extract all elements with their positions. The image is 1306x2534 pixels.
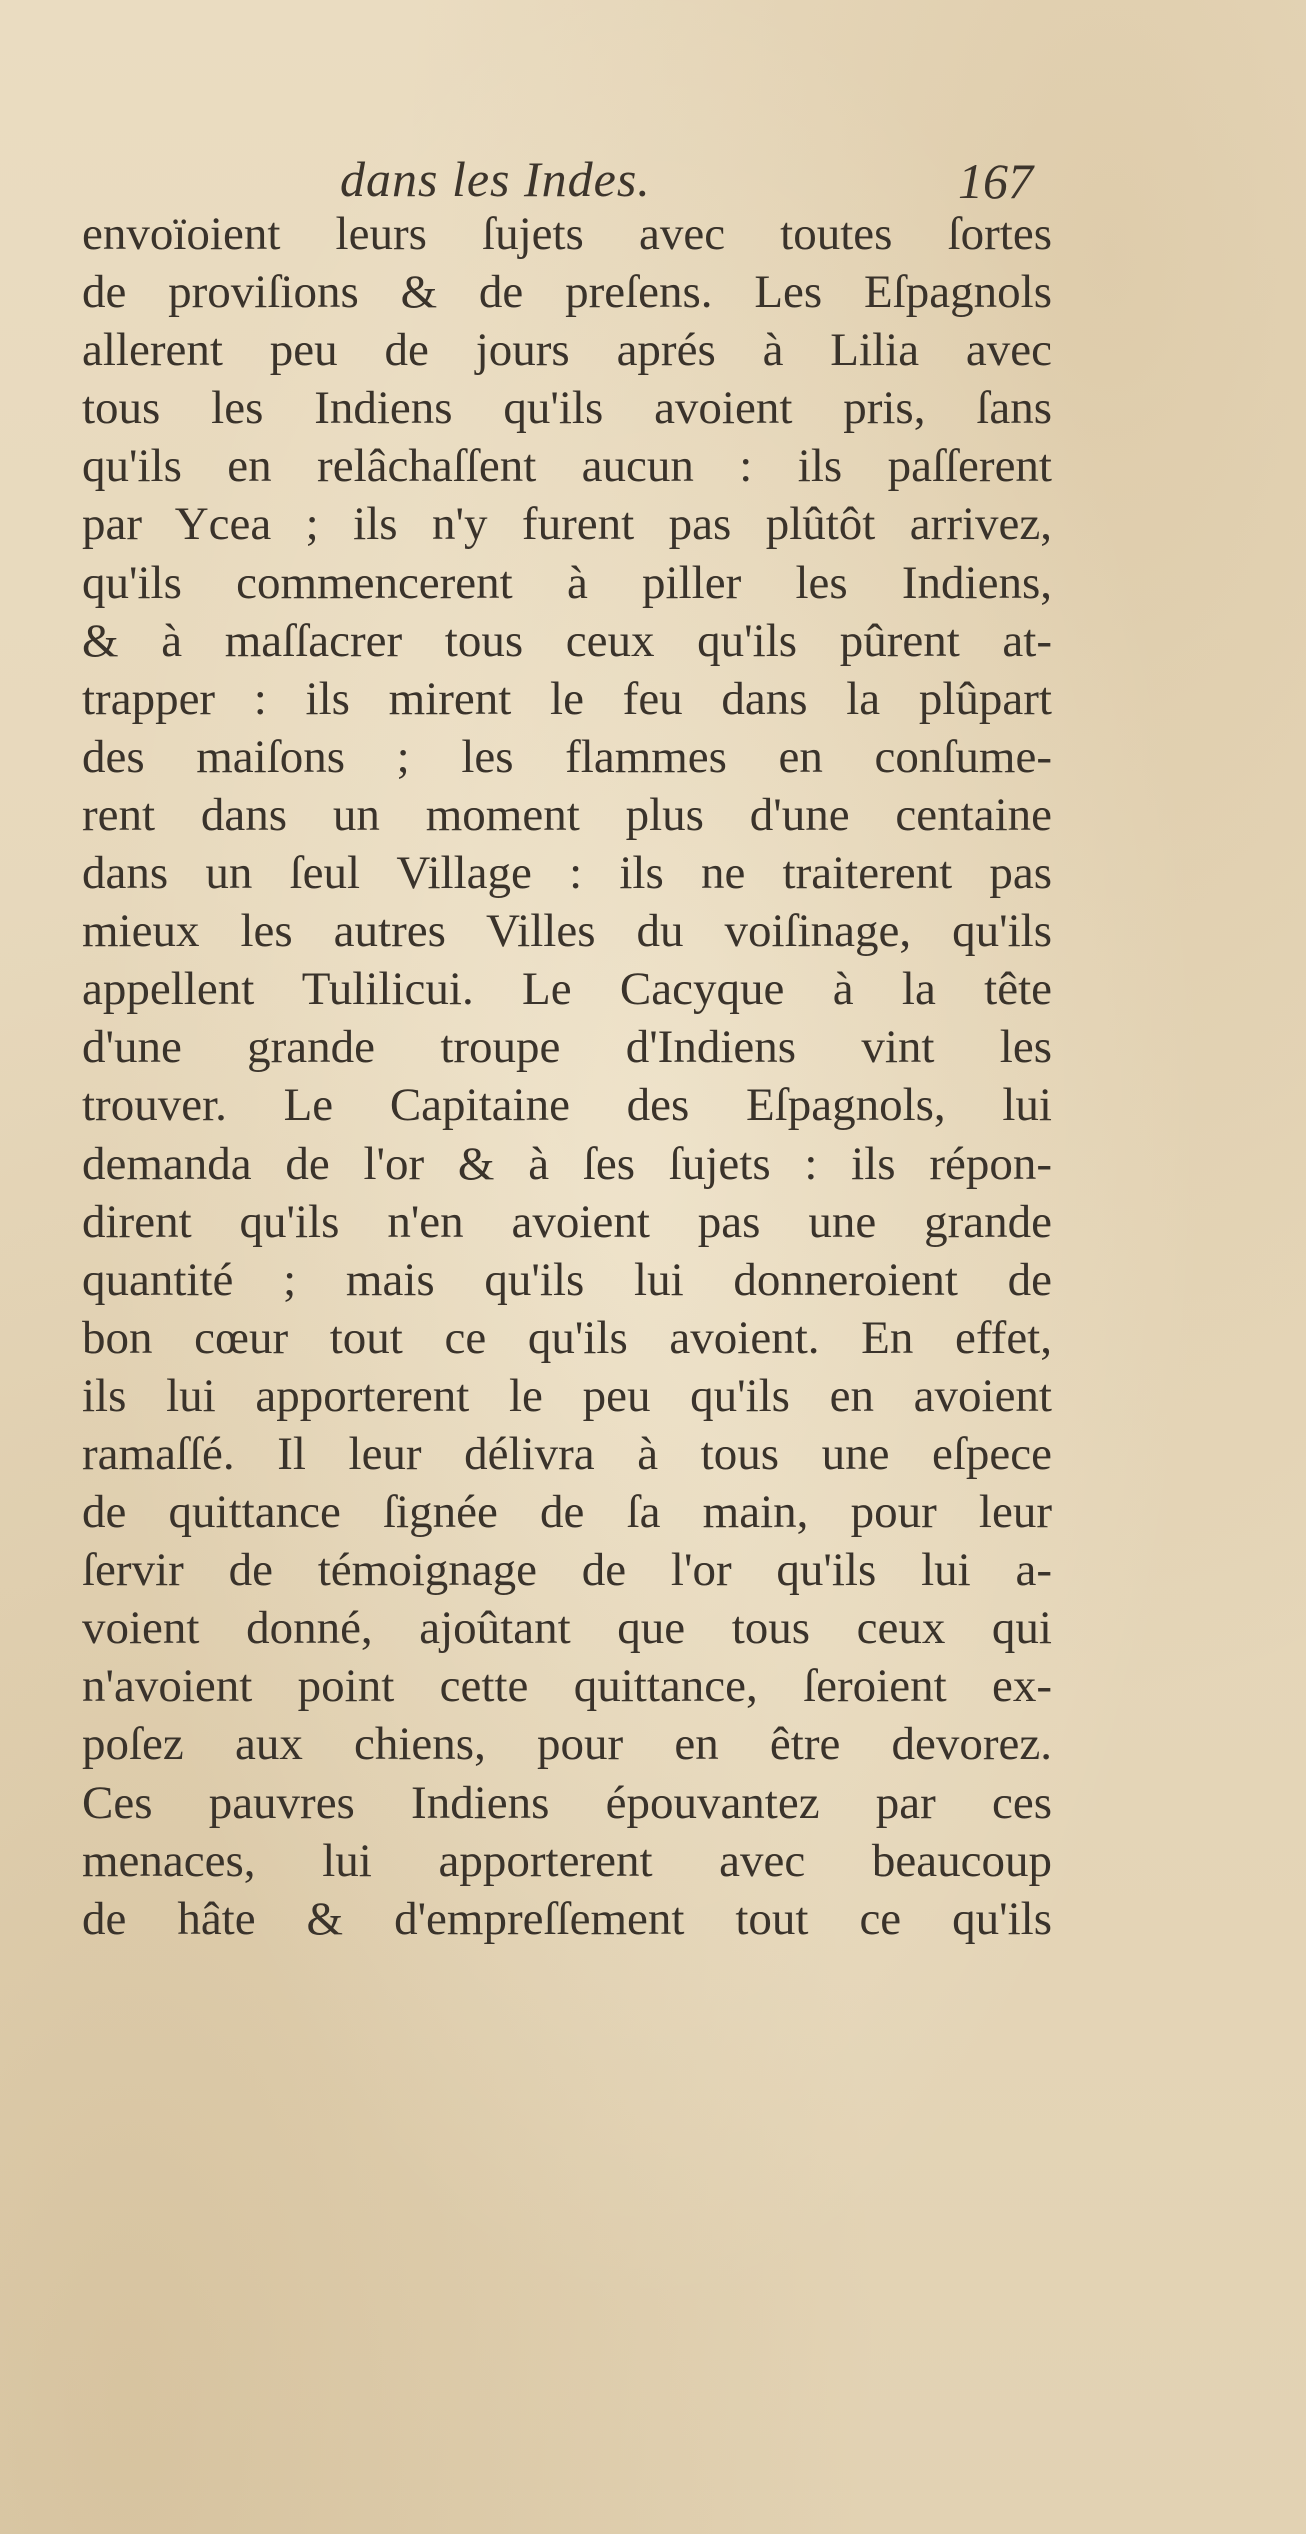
text-line: allerent peu de jours aprés à Lilia avec: [82, 324, 1052, 377]
text-line: par Ycea ; ils n'y furent pas plûtôt arrivez,: [82, 498, 1052, 551]
text-line: ramaſſé. Il leur délivra à tous une eſpece: [82, 1427, 1052, 1480]
text-line: trapper : ils mirent le feu dans la plûpart: [82, 672, 1052, 725]
text-line: appellent Tulilicui. Le Cacyque à la tête: [82, 963, 1052, 1016]
text-line: ſervir de témoignage de l'or qu'ils lui a-: [82, 1544, 1052, 1597]
text-line: voient donné, ajoûtant que tous ceux qui: [82, 1602, 1052, 1655]
text-line: ils lui apporterent le peu qu'ils en avoient: [82, 1369, 1052, 1422]
text-line: qu'ils commencerent à piller les Indiens,: [82, 556, 1052, 609]
text-line: d'une grande troupe d'Indiens vint les: [82, 1021, 1052, 1074]
text-line: bon cœur tout ce qu'ils avoient. En effet,: [82, 1311, 1052, 1364]
text-line: Ces pauvres Indiens épouvantez par ces: [82, 1776, 1052, 1829]
text-line: rent dans un moment plus d'une centaine: [82, 788, 1052, 841]
text-line: de proviſions & de preſens. Les Eſpagnols: [82, 266, 1052, 319]
text-line: demanda de l'or & à ſes ſujets : ils répon-: [82, 1137, 1052, 1190]
text-line: des maiſons ; les flammes en conſume-: [82, 730, 1052, 783]
text-line: de hâte & d'empreſſement tout ce qu'ils: [82, 1892, 1052, 1945]
text-line: de quittance ſignée de ſa main, pour leur: [82, 1486, 1052, 1539]
text-line: & à maſſacrer tous ceux qu'ils pûrent at-: [82, 614, 1052, 667]
text-line: menaces, lui apporterent avec beaucoup: [82, 1834, 1052, 1887]
text-line: tous les Indiens qu'ils avoient pris, ſans: [82, 382, 1052, 435]
text-line: n'avoient point cette quittance, ſeroient ex-: [82, 1660, 1052, 1713]
text-line: dans un ſeul Village : ils ne traiterent pas: [82, 847, 1052, 900]
text-line: trouver. Le Capitaine des Eſpagnols, lui: [82, 1079, 1052, 1132]
running-title: dans les Indes.: [340, 151, 651, 207]
text-line: poſez aux chiens, pour en être devorez.: [82, 1718, 1052, 1771]
text-line: quantité ; mais qu'ils lui donneroient de: [82, 1253, 1052, 1306]
text-line: qu'ils en relâchaſſent aucun : ils paſſerent: [82, 440, 1052, 493]
page-number: 167: [958, 153, 1033, 209]
text-line: dirent qu'ils n'en avoient pas une grande: [82, 1195, 1052, 1248]
text-line: envoïoient leurs ſujets avec toutes ſortes: [82, 208, 1052, 260]
body-text: [82, 205, 1052, 1948]
text-line: mieux les autres Villes du voiſinage, qu'ils: [82, 905, 1052, 958]
